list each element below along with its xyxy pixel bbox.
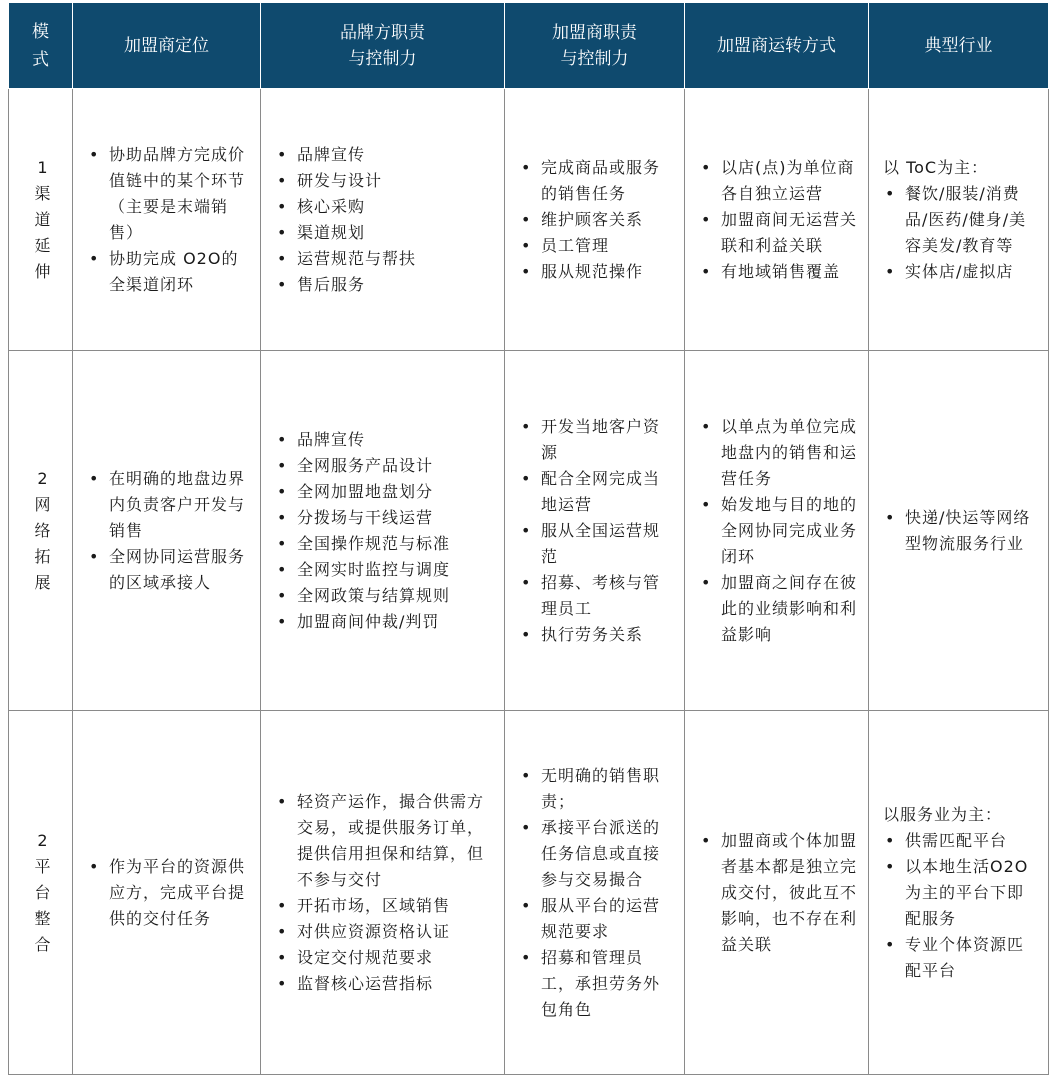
mode-label: 2平台整合 — [34, 830, 51, 954]
list-item: • 维护顾客关系 — [519, 207, 674, 233]
industry-intro: 以 ToC为主： — [883, 157, 989, 177]
positioning-cell — [73, 89, 261, 351]
list-item: • 以店(点)为单位商各自独立运营 — [699, 155, 858, 207]
list-item: • 餐饮/服装/消费品/医药/健身/美容美发/教育等 — [883, 181, 1038, 259]
positioning-cell-list — [87, 854, 250, 932]
list-item: • 招募和管理员工，承担劳务外包角色 — [519, 945, 674, 1023]
header-franchisee-duty: 加盟商职责 与控制力 — [505, 3, 685, 89]
franchise-mode-table — [8, 2, 1049, 1075]
operation-cell — [685, 351, 869, 711]
franchisee-duty-cell — [505, 89, 685, 351]
list-item: • 开发当地客户资源 — [519, 414, 674, 466]
list-item: • 实体店/虚拟店 — [883, 259, 1038, 285]
industry-cell — [869, 351, 1049, 711]
header-brand-duty: 品牌方职责 与控制力 — [261, 3, 505, 89]
list-item: • 开拓市场，区域销售 — [275, 893, 494, 919]
list-item: • 无明确的销售职责； — [519, 763, 674, 815]
positioning-cell-list — [87, 142, 250, 298]
list-item: • 售后服务 — [275, 272, 494, 298]
operation-cell — [685, 89, 869, 351]
list-item: • 服从全国运营规范 — [519, 518, 674, 570]
list-item: • 监督核心运营指标 — [275, 971, 494, 997]
list-item: • 服从规范操作 — [519, 259, 674, 285]
list-item: • 服从平台的运营规范要求 — [519, 893, 674, 945]
table-row — [9, 351, 1049, 711]
list-item: • 有地域销售覆盖 — [699, 259, 858, 285]
franchisee-duty-cell-list — [519, 414, 674, 648]
franchisee-duty-cell — [505, 711, 685, 1075]
industry-list — [883, 181, 1038, 285]
header-industry: 典型行业 — [869, 3, 1049, 89]
list-item: • 协助完成 O2O的全渠道闭环 — [87, 246, 250, 298]
header-positioning: 加盟商定位 — [73, 3, 261, 89]
table-row — [9, 89, 1049, 351]
positioning-cell — [73, 351, 261, 711]
positioning-cell-list — [87, 466, 250, 596]
operation-cell-list — [699, 414, 858, 648]
list-item: • 全网加盟地盘划分 — [275, 479, 494, 505]
table-header-row — [9, 3, 1049, 89]
brand-duty-cell-list — [275, 789, 494, 997]
list-item: • 作为平台的资源供应方，完成平台提供的交付任务 — [87, 854, 250, 932]
brand-duty-cell — [261, 711, 505, 1075]
franchisee-duty-cell-list — [519, 155, 674, 285]
operation-cell-list — [699, 155, 858, 285]
list-item: • 完成商品或服务的销售任务 — [519, 155, 674, 207]
list-item: • 全国操作规范与标准 — [275, 531, 494, 557]
list-item: • 轻资产运作，撮合供需方交易，或提供服务订单，提供信用担保和结算，但不参与交付 — [275, 789, 494, 893]
mode-cell — [9, 711, 73, 1075]
mode-cell — [9, 89, 73, 351]
brand-duty-cell-list — [275, 142, 494, 298]
list-item: • 全网服务产品设计 — [275, 453, 494, 479]
list-item: • 加盟商间仲裁/判罚 — [275, 609, 494, 635]
brand-duty-cell — [261, 89, 505, 351]
list-item: • 核心采购 — [275, 194, 494, 220]
list-item: • 渠道规划 — [275, 220, 494, 246]
list-item: • 专业个体资源匹配平台 — [883, 932, 1038, 984]
list-item: • 承接平台派送的任务信息或直接参与交易撮合 — [519, 815, 674, 893]
list-item: • 始发地与目的地的全网协同完成业务闭环 — [699, 492, 858, 570]
list-item: • 员工管理 — [519, 233, 674, 259]
operation-cell — [685, 711, 869, 1075]
list-item: • 分拨场与干线运营 — [275, 505, 494, 531]
list-item: • 供需匹配平台 — [883, 828, 1038, 854]
list-item: • 全网协同运营服务的区域承接人 — [87, 544, 250, 596]
list-item: • 协助品牌方完成价值链中的某个环节（主要是末端销售） — [87, 142, 250, 246]
table-row — [9, 711, 1049, 1075]
franchisee-duty-cell — [505, 351, 685, 711]
list-item: • 招募、考核与管理员工 — [519, 570, 674, 622]
industry-list — [883, 505, 1038, 557]
list-item: • 全网政策与结算规则 — [275, 583, 494, 609]
list-item: • 执行劳务关系 — [519, 622, 674, 648]
list-item: • 以本地生活O2O为主的平台下即配服务 — [883, 854, 1038, 932]
list-item: • 加盟商之间存在彼此的业绩影响和利益影响 — [699, 570, 858, 648]
mode-label: 1渠道延伸 — [34, 157, 51, 281]
list-item: • 运营规范与帮扶 — [275, 246, 494, 272]
list-item: • 以单点为单位完成地盘内的销售和运营任务 — [699, 414, 858, 492]
industry-list — [883, 828, 1038, 984]
list-item: • 快递/快运等网络型物流服务行业 — [883, 505, 1038, 557]
industry-cell — [869, 89, 1049, 351]
header-mode: 模式 — [9, 3, 73, 89]
list-item: • 加盟商间无运营关联和利益关联 — [699, 207, 858, 259]
list-item: • 品牌宣传 — [275, 142, 494, 168]
list-item: • 在明确的地盘边界内负责客户开发与销售 — [87, 466, 250, 544]
header-operation: 加盟商运转方式 — [685, 3, 869, 89]
list-item: • 配合全网完成当地运营 — [519, 466, 674, 518]
industry-cell — [869, 711, 1049, 1075]
operation-cell-list — [699, 828, 858, 958]
list-item: • 设定交付规范要求 — [275, 945, 494, 971]
positioning-cell — [73, 711, 261, 1075]
brand-duty-cell — [261, 351, 505, 711]
list-item: • 加盟商或个体加盟者基本都是独立完成交付，彼此互不影响，也不存在利益关联 — [699, 828, 858, 958]
franchisee-duty-cell-list — [519, 763, 674, 1023]
list-item: • 研发与设计 — [275, 168, 494, 194]
list-item: • 对供应资源资格认证 — [275, 919, 494, 945]
list-item: • 品牌宣传 — [275, 427, 494, 453]
list-item: • 全网实时监控与调度 — [275, 557, 494, 583]
brand-duty-cell-list — [275, 427, 494, 635]
industry-intro: 以服务业为主： — [883, 804, 1003, 824]
mode-cell — [9, 351, 73, 711]
mode-label: 2网络拓展 — [34, 468, 51, 592]
